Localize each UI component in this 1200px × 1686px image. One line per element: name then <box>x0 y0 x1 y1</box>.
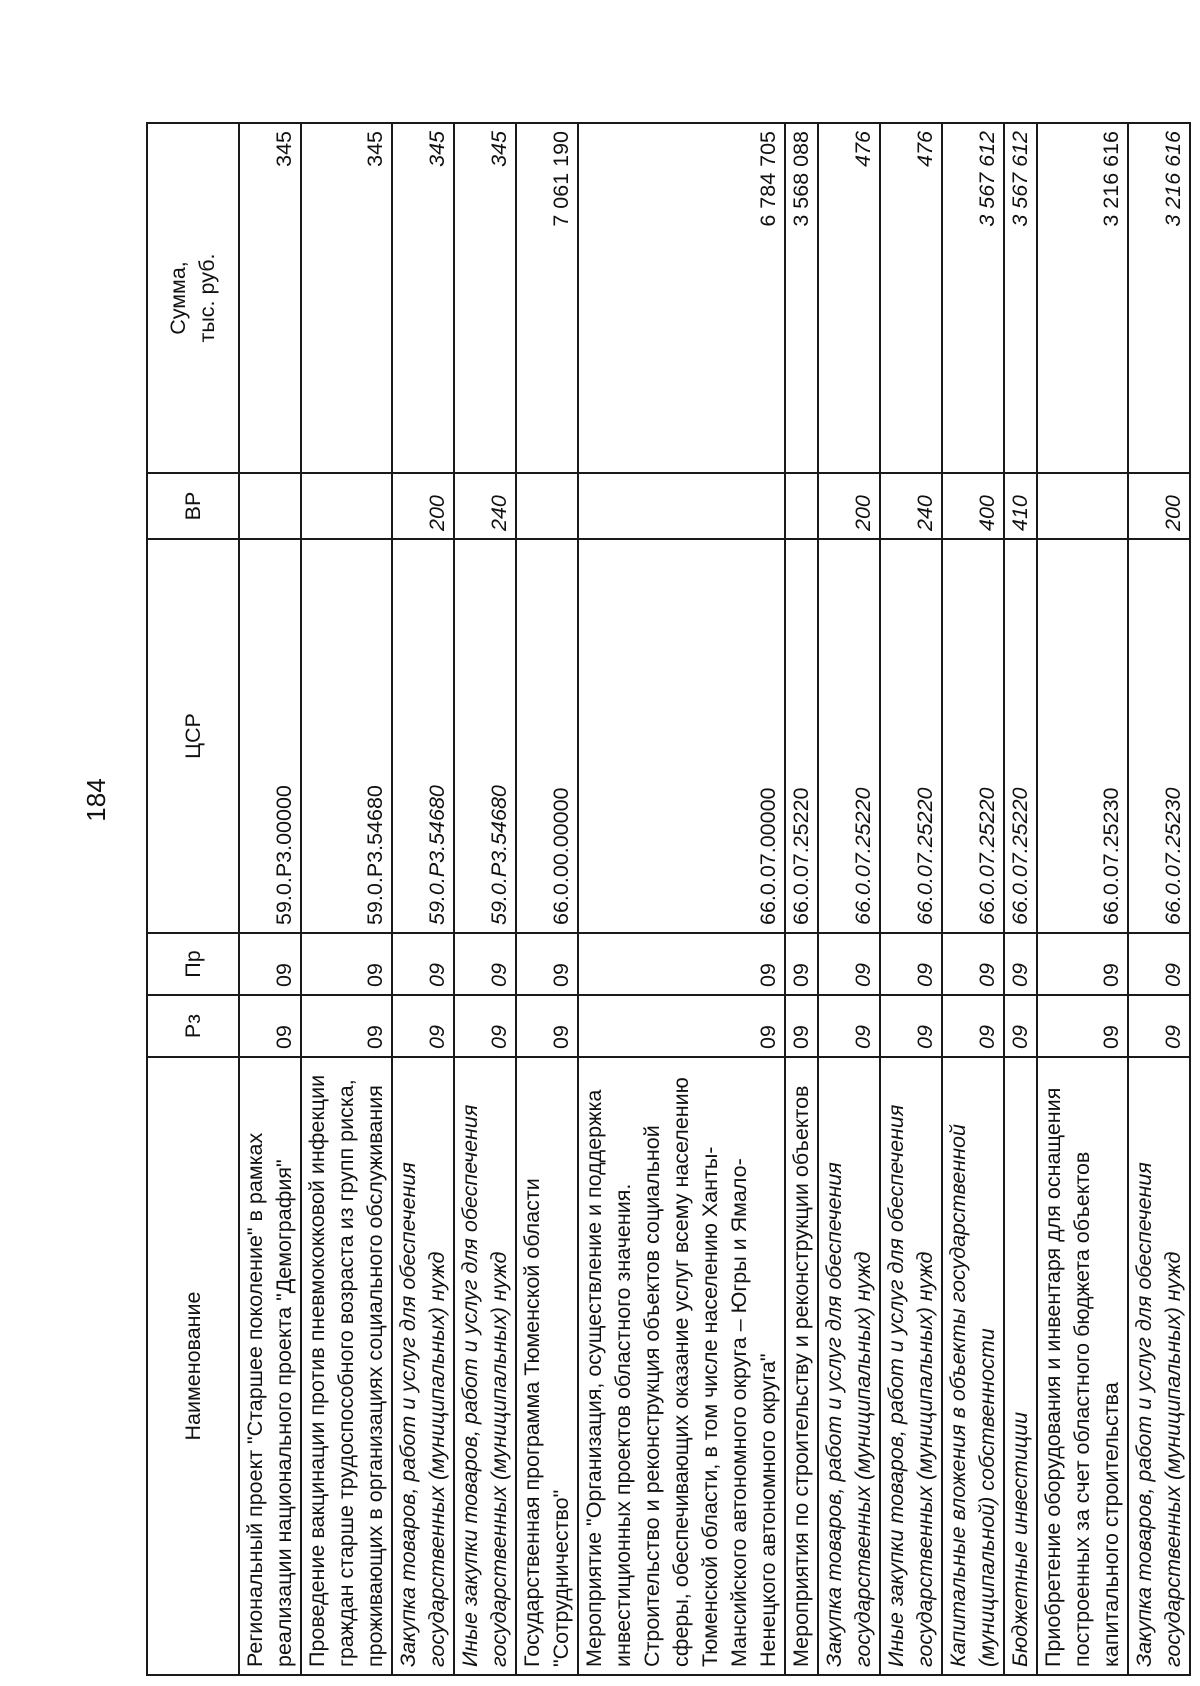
row-sum-cell: 6 784 705 <box>578 123 785 473</box>
header-csr: ЦСР <box>147 539 239 933</box>
row-sum-cell: 3 567 612 <box>942 123 1004 473</box>
header-name: Наименование <box>147 1057 239 1675</box>
row-vr-cell: 410 <box>1004 473 1037 539</box>
row-csr-cell: 66.0.07.25230 <box>1037 539 1128 933</box>
table-row <box>818 123 880 1675</box>
row-pr-cell: 09 <box>239 933 301 995</box>
row-sum-cell: 345 <box>239 123 301 473</box>
row-name-cell: Приобретение оборудования и инвентаря для оснащения построенных за счет областного бюджета объектов капитального строительства <box>1037 1057 1128 1675</box>
row-name-cell: Государственная программа Тюменской области "Сотрудничество" <box>516 1057 578 1675</box>
row-vr-cell <box>785 473 818 539</box>
row-sum-cell: 3 216 616 <box>1128 123 1190 473</box>
row-name-cell: Иные закупки товаров, работ и услуг для обеспечения государственных (муниципальных) нужд <box>454 1057 516 1675</box>
row-vr-cell <box>301 473 392 539</box>
table-row <box>516 123 578 1675</box>
row-vr-cell: 200 <box>818 473 880 539</box>
row-rz-cell: 09 <box>818 995 880 1057</box>
row-rz-cell: 09 <box>578 995 785 1057</box>
row-rz-cell: 09 <box>392 995 454 1057</box>
row-csr-cell: 59.0.P3.54680 <box>301 539 392 933</box>
row-sum-cell: 345 <box>454 123 516 473</box>
row-pr-cell: 09 <box>785 933 818 995</box>
row-csr-cell: 66.0.07.25230 <box>1128 539 1190 933</box>
table-row <box>1004 123 1037 1675</box>
row-pr-cell: 09 <box>301 933 392 995</box>
row-vr-cell: 240 <box>454 473 516 539</box>
header-rz: Рз <box>147 995 239 1057</box>
header-pr: Пр <box>147 933 239 995</box>
row-rz-cell: 09 <box>942 995 1004 1057</box>
row-csr-cell: 59.0.P3.54680 <box>454 539 516 933</box>
row-vr-cell: 200 <box>1128 473 1190 539</box>
row-name-cell: Мероприятия по строительству и реконструкции объектов <box>785 1057 818 1675</box>
table-body <box>239 123 1190 1675</box>
row-pr-cell: 09 <box>818 933 880 995</box>
row-vr-cell <box>239 473 301 539</box>
row-rz-cell: 09 <box>1128 995 1190 1057</box>
row-pr-cell: 09 <box>578 933 785 995</box>
row-sum-cell: 345 <box>301 123 392 473</box>
row-rz-cell: 09 <box>301 995 392 1057</box>
row-vr-cell <box>516 473 578 539</box>
row-name-cell: Мероприятие "Организация, осуществление и поддержка инвестиционных проектов областного значения. Строительство и реконструкция объектов социальной сферы, обеспечивающих оказание услуг всему населению Тюменской области, в том числе населению Ханты-Мансийского автономного округа – Югры и Ямало-Ненецкого автономного округа" <box>578 1057 785 1675</box>
table-row <box>301 123 392 1675</box>
row-sum-cell: 3 568 088 <box>785 123 818 473</box>
row-name-cell: Закупка товаров, работ и услуг для обеспечения государственных (муниципальных) нужд <box>392 1057 454 1675</box>
row-sum-cell: 7 061 190 <box>516 123 578 473</box>
row-csr-cell: 66.0.07.00000 <box>578 539 785 933</box>
row-vr-cell: 400 <box>942 473 1004 539</box>
row-csr-cell: 59.0.P3.00000 <box>239 539 301 933</box>
table-row <box>392 123 454 1675</box>
row-vr-cell: 240 <box>880 473 942 539</box>
table-header-row <box>147 123 239 1675</box>
row-rz-cell: 09 <box>454 995 516 1057</box>
rotated-table-wrapper <box>146 124 1185 1676</box>
row-csr-cell: 66.0.07.25220 <box>785 539 818 933</box>
row-rz-cell: 09 <box>880 995 942 1057</box>
row-sum-cell: 476 <box>818 123 880 473</box>
row-sum-cell: 3 216 616 <box>1037 123 1128 473</box>
row-csr-cell: 66.0.07.25220 <box>880 539 942 933</box>
row-csr-cell: 66.0.07.25220 <box>1004 539 1037 933</box>
row-csr-cell: 66.0.00.00000 <box>516 539 578 933</box>
row-pr-cell: 09 <box>1128 933 1190 995</box>
row-name-cell: Бюджетные инвестиции <box>1004 1057 1037 1675</box>
row-name-cell: Капитальные вложения в объекты государственной (муниципальной) собственности <box>942 1057 1004 1675</box>
row-name-cell: Проведение вакцинации против пневмококковой инфекции граждан старше трудоспособного возраста из групп риска, проживающих в организациях социального обслуживания <box>301 1057 392 1675</box>
table-row <box>578 123 785 1675</box>
row-name-cell: Закупка товаров, работ и услуг для обеспечения государственных (муниципальных) нужд <box>818 1057 880 1675</box>
row-rz-cell: 09 <box>1004 995 1037 1057</box>
row-vr-cell <box>578 473 785 539</box>
page-number: 184 <box>81 778 111 822</box>
header-sum-line2: тыс. руб. <box>195 253 219 343</box>
row-pr-cell: 09 <box>392 933 454 995</box>
header-vr: ВР <box>147 473 239 539</box>
header-sum-line1: Сумма, <box>166 261 190 335</box>
table-row <box>785 123 818 1675</box>
table-row <box>942 123 1004 1675</box>
row-csr-cell: 59.0.P3.54680 <box>392 539 454 933</box>
table-row <box>1128 123 1190 1675</box>
row-name-cell: Закупка товаров, работ и услуг для обеспечения государственных (муниципальных) нужд <box>1128 1057 1190 1675</box>
row-pr-cell: 09 <box>880 933 942 995</box>
row-sum-cell: 345 <box>392 123 454 473</box>
row-csr-cell: 66.0.07.25220 <box>818 539 880 933</box>
row-rz-cell: 09 <box>239 995 301 1057</box>
row-rz-cell: 09 <box>516 995 578 1057</box>
table-row <box>880 123 942 1675</box>
row-rz-cell: 09 <box>1037 995 1128 1057</box>
row-sum-cell: 3 567 612 <box>1004 123 1037 473</box>
row-name-cell: Иные закупки товаров, работ и услуг для обеспечения государственных (муниципальных) нужд <box>880 1057 942 1675</box>
row-name-cell: Региональный проект "Старшее поколение" в рамках реализации национального проекта "Демография" <box>239 1057 301 1675</box>
row-vr-cell <box>1037 473 1128 539</box>
table-row <box>454 123 516 1675</box>
row-pr-cell: 09 <box>516 933 578 995</box>
budget-table <box>146 122 1191 1676</box>
row-sum-cell: 476 <box>880 123 942 473</box>
header-sum <box>147 123 239 473</box>
row-pr-cell: 09 <box>1004 933 1037 995</box>
row-pr-cell: 09 <box>942 933 1004 995</box>
table-row <box>1037 123 1128 1675</box>
row-rz-cell: 09 <box>785 995 818 1057</box>
row-csr-cell: 66.0.07.25220 <box>942 539 1004 933</box>
row-pr-cell: 09 <box>1037 933 1128 995</box>
row-pr-cell: 09 <box>454 933 516 995</box>
row-vr-cell: 200 <box>392 473 454 539</box>
table-row <box>239 123 301 1675</box>
